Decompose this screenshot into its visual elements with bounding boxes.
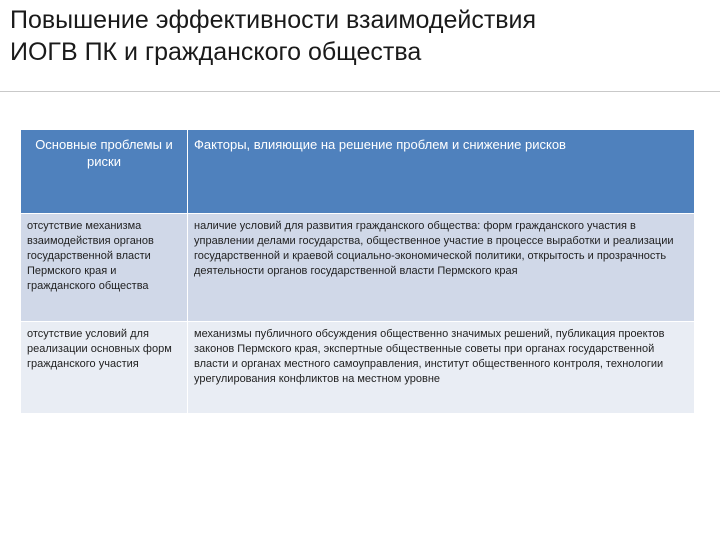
slide-title-line-1: Повышение эффективности взаимодействия (10, 6, 537, 34)
slide-title (10, 4, 700, 68)
factors-cell: наличие условий для развития гражданского общества: форм гражданского участия в управлении делами государства, общественное участие в процессе выработки и реализации государственной и краевой социально-экономической политики, открытость и прозрачность деятельности органов государственной власти Пермского края (188, 214, 695, 322)
column-header-factors: Факторы, влияющие на решение проблем и снижение рисков (188, 130, 695, 214)
title-divider (0, 91, 720, 92)
problem-cell: отсутствие условий для реализации основных форм гражданского участия (21, 322, 188, 414)
slide-title-line-2: ИОГВ ПК и гражданского общества (10, 38, 422, 66)
factors-cell: механизмы публичного обсуждения общественно значимых решений, публикация проектов законов Пермского края, экспертные общественные советы при органах государственной власти и органах местного самоуправления, институт общественного контроля, технологии урегулирования конфликтов на местном уровне (188, 322, 695, 414)
table-row (21, 214, 695, 322)
table-row (21, 322, 695, 414)
problem-cell: отсутствие механизма взаимодействия органов государственной власти Пермского края и гражданского общества (21, 214, 188, 322)
table-header-row (21, 130, 695, 214)
problems-factors-table (20, 129, 695, 414)
column-header-problems: Основные проблемы и риски (21, 130, 188, 214)
